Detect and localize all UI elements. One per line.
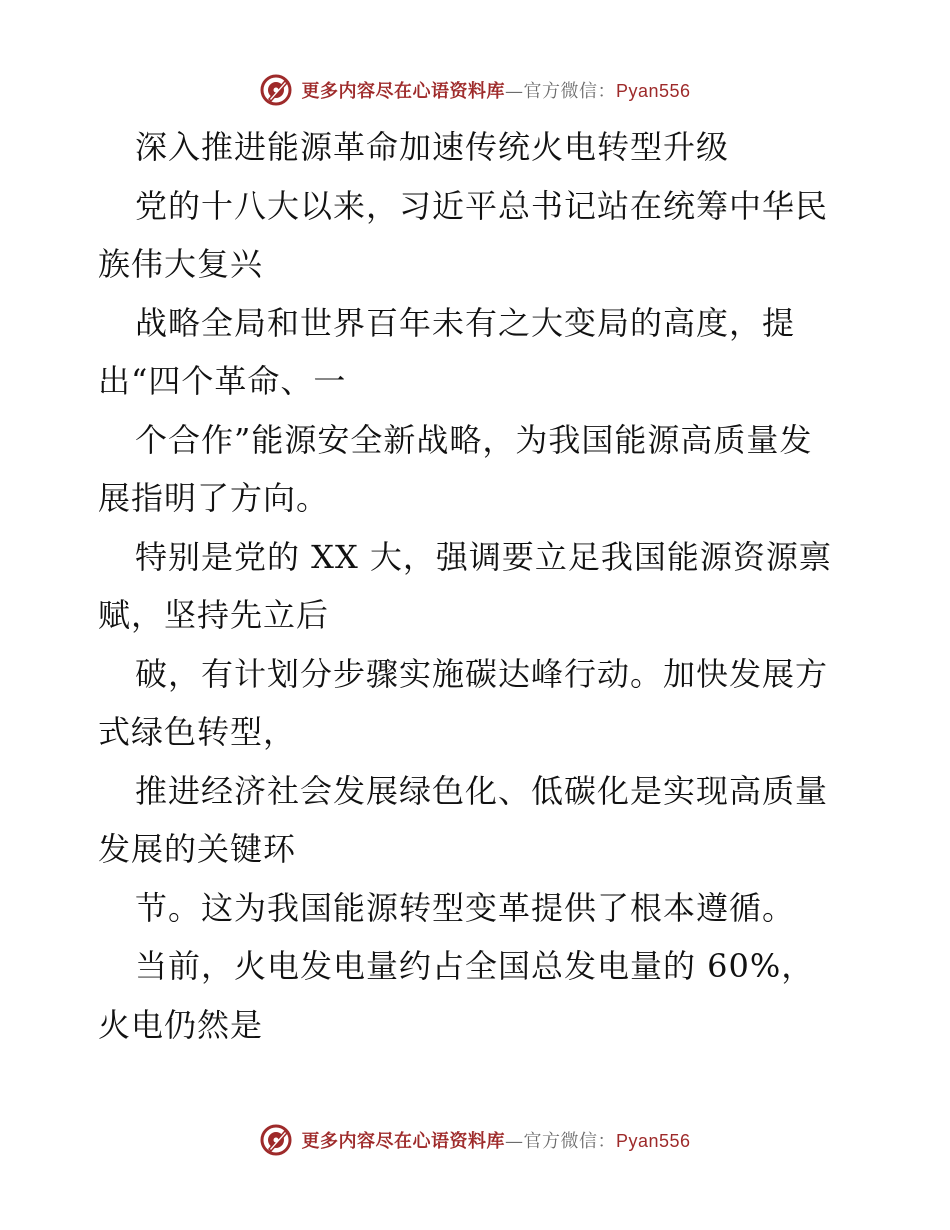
watermark-label: 官方微信： bbox=[523, 81, 616, 102]
text-line: 出“四个革命、一 bbox=[98, 362, 347, 400]
watermark-dash: — bbox=[504, 1131, 524, 1152]
text-line: 破，有计划分步骤实施碳达峰行动。加快发展方 bbox=[135, 654, 829, 693]
watermark-dash: — bbox=[504, 81, 524, 102]
text-line: 党的十八大以来，习近平总书记站在统筹中华民 bbox=[135, 186, 829, 225]
text-line: 赋，坚持先立后 bbox=[98, 596, 330, 634]
text-line: 式绿色转型， bbox=[98, 713, 297, 751]
text-line: 特别是党的 XX 大，强调要立足我国能源资源禀 bbox=[135, 537, 832, 576]
watermark-main-text: 更多内容尽在心语资料库 bbox=[301, 1131, 505, 1152]
watermark-main-text: 更多内容尽在心语资料库 bbox=[301, 81, 505, 102]
pen-logo-icon bbox=[259, 73, 293, 107]
text-line: 发展的关键环 bbox=[98, 830, 297, 868]
text-line: 节。这为我国能源转型变革提供了根本遵循。 bbox=[135, 888, 796, 927]
footer-watermark bbox=[0, 1118, 950, 1162]
text-line: 展指明了方向。 bbox=[98, 479, 330, 517]
watermark-label: 官方微信： bbox=[523, 1131, 616, 1152]
text-line: 个合作”能源安全新战略，为我国能源高质量发 bbox=[135, 420, 813, 459]
text-line: 族伟大复兴 bbox=[98, 245, 264, 283]
text-line: 火电仍然是 bbox=[98, 1005, 264, 1044]
text-line: 推进经济社会发展绿色化、低碳化是实现高质量 bbox=[135, 771, 829, 810]
text-line: 战略全局和世界百年未有之大变局的高度，提 bbox=[135, 303, 796, 342]
pen-logo-icon bbox=[259, 1123, 293, 1157]
header-watermark bbox=[0, 68, 950, 112]
document-body bbox=[98, 118, 858, 1054]
text-line: 当前，火电发电量约占全国总发电量的 60%， bbox=[135, 947, 815, 985]
watermark-id: Pyan556 bbox=[615, 81, 691, 101]
watermark-id: Pyan556 bbox=[615, 1131, 691, 1151]
text-line: 深入推进能源革命加速传统火电转型升级 bbox=[135, 128, 730, 166]
